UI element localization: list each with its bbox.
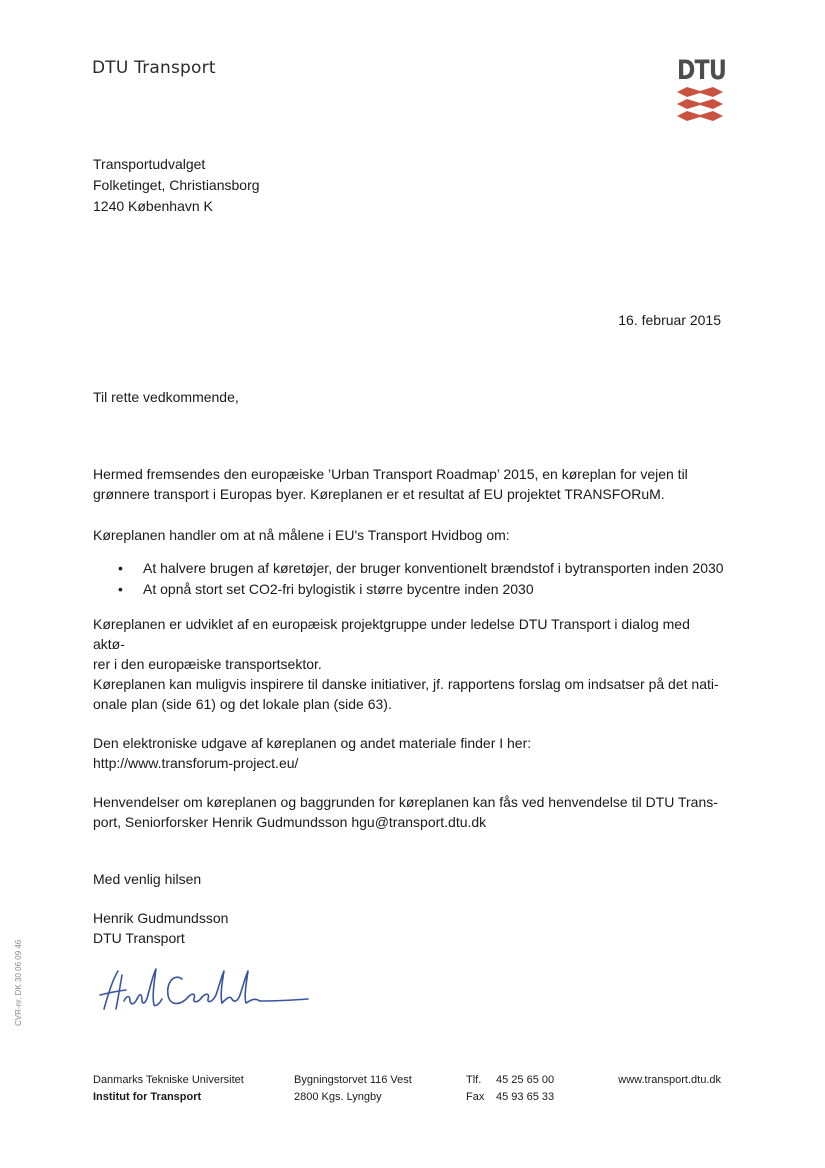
handwritten-signature	[94, 965, 314, 1020]
footer-fax-label: Fax	[466, 1091, 485, 1103]
paragraph-line: onale plan (side 61) og det lokale plan (side 63).	[93, 696, 392, 712]
paragraph-intro	[93, 464, 723, 504]
paragraph-inspiration	[93, 674, 723, 714]
signer-block	[93, 908, 228, 948]
footer-tlf-value: 45 25 65 00	[496, 1074, 555, 1086]
paragraph-project-group	[93, 614, 723, 674]
signer-name: Henrik Gudmundsson	[93, 910, 229, 926]
recipient-line-1: Transportudvalget	[93, 156, 206, 172]
footer-fax-row	[466, 1089, 554, 1106]
paragraph-line: port, Seniorforsker Henrik Gudmundsson hgu@transport.dtu.dk	[93, 814, 487, 830]
footer-website[interactable]: www.transport.dtu.dk	[618, 1074, 721, 1086]
closing: Med venlig hilsen	[93, 871, 202, 887]
footer-phone-fax	[466, 1072, 554, 1106]
paragraph-line: Køreplanen er udviklet af en europæisk projektgruppe under ledelse DTU Transport i dialog med aktø-	[93, 616, 690, 652]
paragraph-line: Hermed fremsendes den europæiske ’Urban Transport Roadmap’ 2015, en køreplan for vejen til	[93, 466, 688, 482]
footer-fax-value: 45 93 65 33	[496, 1091, 555, 1103]
paragraph-goals-intro: Køreplanen handler om at nå målene i EU's Transport Hvidbog om:	[93, 527, 510, 543]
salutation: Til rette vedkommende,	[93, 389, 239, 405]
dtu-logo-text: DTU	[677, 55, 727, 86]
header-org-name: DTU Transport	[92, 58, 216, 78]
paragraph-line: Den elektroniske udgave af køreplanen og andet materiale finder I her:	[93, 735, 532, 751]
goals-list	[118, 558, 724, 600]
recipient-line-3: 1240 København K	[93, 198, 213, 214]
footer-phone-row	[466, 1072, 554, 1089]
recipient-address	[93, 154, 260, 217]
transforum-link[interactable]: http://www.transforum-project.eu/	[93, 755, 299, 771]
list-item: • At opnå stort set CO2-fri bylogistik i større bycentre inden 2030	[118, 579, 724, 600]
paragraph-line: Køreplanen kan muligvis inspirere til danske initiativer, jf. rapportens forslag om indsatser på det nati-	[93, 676, 719, 692]
footer-institute: Institut for Transport	[93, 1091, 202, 1103]
footer-city: 2800 Kgs. Lyngby	[294, 1091, 382, 1103]
footer-institution	[93, 1072, 244, 1106]
footer-tlf-label: Tlf.	[466, 1074, 482, 1086]
dtu-logo	[677, 57, 725, 123]
paragraph-line: rer i den europæiske transportsektor.	[93, 656, 322, 672]
footer-address	[294, 1072, 412, 1106]
paragraph-line: grønnere transport i Europas byer. Køreplanen er et resultat af EU projektet TRANSFORuM.	[93, 486, 665, 502]
paragraph-contact	[93, 792, 723, 832]
paragraph-online-version	[93, 733, 723, 773]
recipient-line-2: Folketinget, Christiansborg	[93, 177, 260, 193]
signer-org: DTU Transport	[93, 930, 185, 946]
cvr-number: CVR-nr. DK 30 06 09 46	[14, 939, 23, 1026]
paragraph-line: Henvendelser om køreplanen og baggrunden for køreplanen kan fås ved henvendelse til DTU Trans-	[93, 794, 718, 810]
footer-street: Bygningstorvet 116 Vest	[294, 1074, 412, 1086]
footer-university: Danmarks Tekniske Universitet	[93, 1074, 244, 1086]
dtu-logo-emblem-icon	[677, 87, 723, 123]
letter-date: 16. februar 2015	[618, 312, 721, 328]
list-item: • At halvere brugen af køretøjer, der bruger konventionelt brændstof i bytransporten inden 2030	[118, 558, 724, 579]
